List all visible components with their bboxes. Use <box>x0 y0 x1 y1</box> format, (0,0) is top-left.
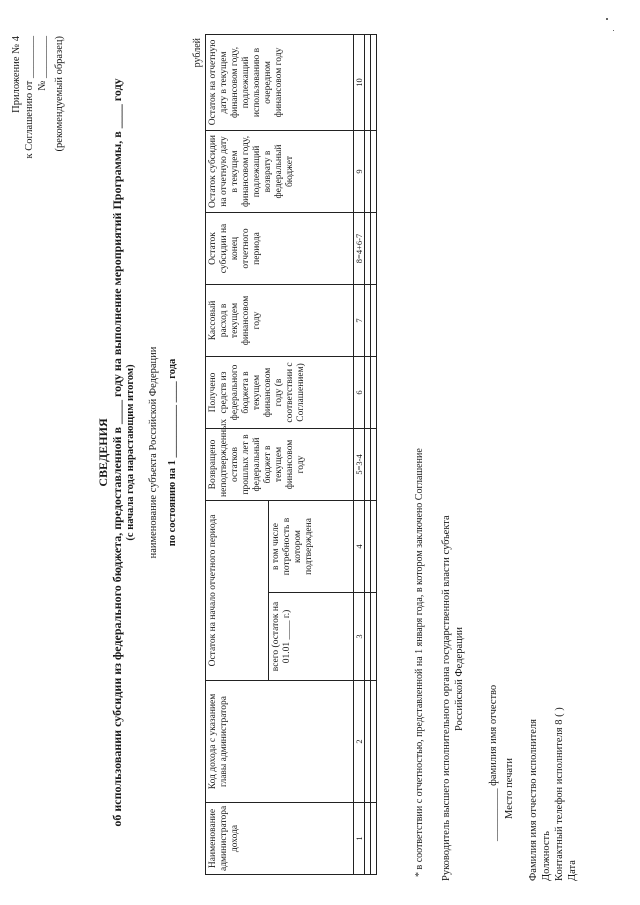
table-cell <box>371 500 377 592</box>
table-cell <box>371 593 377 681</box>
column-number: 1 <box>354 803 365 875</box>
appendix-block <box>10 36 66 296</box>
table-cell <box>371 284 377 356</box>
signature-line: __________ фамилия имя отчество <box>488 684 499 841</box>
agreement-number: № ________ <box>37 36 48 91</box>
head-title-line1: Руководитель высшего исполнительного органа государственной власти субъекта <box>441 515 452 881</box>
table-cell <box>371 356 377 428</box>
date-label: Дата <box>567 860 578 881</box>
table-cell <box>371 803 377 875</box>
table-cell <box>371 681 377 803</box>
column-numbers-row <box>354 34 365 874</box>
table-header-row <box>206 34 269 874</box>
column-number: 4 <box>354 500 365 592</box>
column-header-income-code: Код дохода с указанием главы администратора <box>206 681 354 803</box>
column-number: 2 <box>354 681 365 803</box>
reporting-date-line: по состоянию на 1 __________ ____ года <box>167 358 178 547</box>
column-number: 9 <box>354 130 365 212</box>
subsidy-usage-table <box>205 34 377 875</box>
table-cell <box>371 34 377 130</box>
document-period-note: (с начала года нарастающим итогом) <box>125 364 136 541</box>
agreement-reference: к Соглашению от ________ <box>24 36 35 159</box>
signature-block <box>440 281 466 881</box>
table-cell <box>371 212 377 284</box>
column-header-received-funds: Получено средств из федерального бюджета в текущем финансовом году (в соответствии с Соглашением) <box>206 356 354 428</box>
executor-position-label: Должность <box>541 831 552 881</box>
column-header-closing-balance: Остаток субсидии на конец отчетного периода <box>206 212 354 284</box>
column-number: 5=3-4 <box>354 428 365 500</box>
column-header-balance-to-use: Остаток на отчетную дату в текущем финансовом году, подлежащий использованию в очередном финансовом году <box>206 34 354 130</box>
appendix-title: Приложение № 4 <box>11 36 22 113</box>
column-number: 10 <box>354 34 365 130</box>
executor-phone-label: Контактный телефон исполнителя 8 ( ) <box>554 707 565 881</box>
executor-name-label: Фамилия имя отчество исполнителя <box>528 719 539 881</box>
units-label: рублей <box>192 38 203 68</box>
footnote: * в соответствии с отчетностью, представленной на 1 января года, в котором заключено Соглашение <box>414 448 425 877</box>
column-number: 7 <box>354 284 365 356</box>
table-cell <box>371 130 377 212</box>
column-header-balance-to-return: Остаток субсидии на отчетную дату в текущем финансовом году, подлежащий возврату в федеральный бюджет <box>206 130 354 212</box>
recommended-sample-note: (рекомендуемый образец) <box>54 36 65 152</box>
column-header-returned-balances: Возвращено неподтвержденных остатков прошлых лет в федеральный бюджет в текущем финансовом году <box>206 428 354 500</box>
column-number: 3 <box>354 593 365 681</box>
table-row <box>371 34 377 874</box>
column-header-cash-expenses: Кассовый расход в текущем финансовом году <box>206 284 354 356</box>
table-cell <box>371 428 377 500</box>
seal-place: Место печати <box>504 757 515 819</box>
column-number: 8=4+6-7 <box>354 212 365 284</box>
document-title: СВЕДЕНИЯ <box>96 418 110 487</box>
document-subtitle: об использовании субсидии из федерального бюджета, предоставленной в ____ году на выполнение мероприятий Программы, в ____ году <box>110 78 124 827</box>
column-header-opening-balance: Остаток на начало отчетного периода <box>206 500 269 680</box>
column-header-administrator: Наименование администратора дохода <box>206 803 354 875</box>
column-number: 6 <box>354 356 365 428</box>
head-title-line2: Российской Федерации <box>454 627 465 731</box>
column-header-total-balance: всего (остаток на 01.01 ____ г.) <box>269 593 354 681</box>
subject-name-label: наименование субъекта Российской Федерации <box>148 346 159 559</box>
executor-block <box>527 707 579 881</box>
column-header-confirmed-need: в том числе потребность в котором подтверждена <box>269 500 354 592</box>
